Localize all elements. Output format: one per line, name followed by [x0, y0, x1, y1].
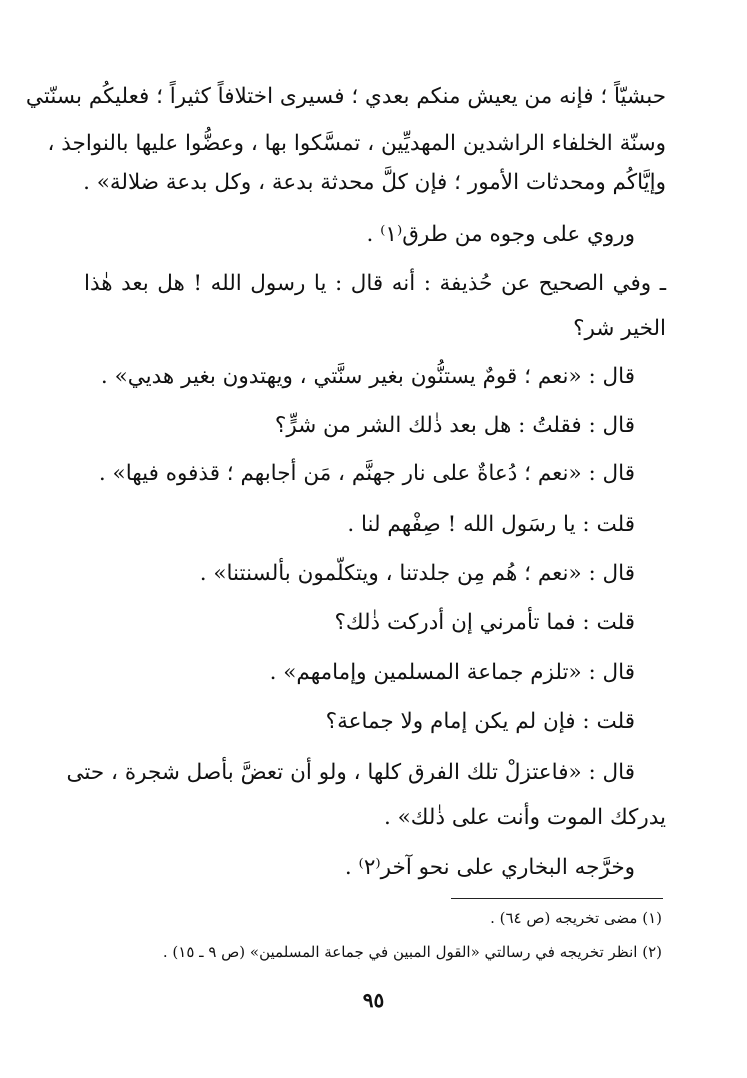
- body-line-9: قال : «نعم ؛ دُعاةٌ على نار جهنَّم ، مَن أجابهم ؛ قذفوه فيها» .: [98, 461, 635, 486]
- body-line-8: قال : فقلتُ : هل بعد ذٰلك الشر من شرٍّ؟: [274, 413, 635, 438]
- body-line-15: قال : «فاعتزلْ تلك الفرق كلها ، ولو أن تعضَّ بأصل شجرة ، حتى: [66, 760, 635, 785]
- footnote-1: (١) مضى تخريجه (ص ٦٤) .: [490, 909, 662, 927]
- body-line-7: قال : «نعم ؛ قومٌ يستنُّون بغير سنَّتي ، ويهتدون بغير هديي» .: [100, 364, 635, 389]
- body-line-6: الخير شر؟: [573, 316, 666, 341]
- body-line-12: قلت : فما تأمرني إن أدركت ذٰلك؟: [334, 610, 635, 635]
- footnote-2: (٢) انظر تخريجه في رسالتي «القول المبين في جماعة المسلمين» (ص ٩ ـ ١٥) .: [162, 943, 662, 961]
- body-line-10: قلت : يا رسَول الله ! صِفْهم لنا .: [347, 512, 635, 537]
- body-line-17: وخرَّجه البخاري على نحو آخر⁽٢⁾ .: [344, 855, 635, 880]
- body-line-14: قلت : فإن لم يكن إمام ولا جماعة؟: [325, 709, 635, 734]
- body-line-3: وإيَّاكُم ومحدثات الأمور ؛ فإن كلَّ محدثة بدعة ، وكل بدعة ضلالة» .: [83, 170, 666, 195]
- body-line-13: قال : «تلزم جماعة المسلمين وإمامهم» .: [269, 660, 635, 685]
- footnote-separator: [451, 898, 663, 899]
- body-line-2: وسنّة الخلفاء الراشدين المهديِّين ، تمسَّكوا بها ، وعضُّوا عليها بالنواجذ ،: [47, 131, 666, 156]
- body-line-1: حبشيّاً ؛ فإنه من يعيش منكم بعدي ؛ فسيرى اختلافاً كثيراً ؛ فعليكُم بسنّتي: [25, 84, 666, 109]
- body-line-4: وروي على وجوه من طرق⁽١⁾ .: [366, 222, 635, 247]
- body-line-16: يدركك الموت وأنت على ذٰلك» .: [383, 805, 666, 830]
- page-number: ٩٥: [362, 988, 385, 1012]
- body-line-11: قال : «نعم ؛ هُم مِن جلدتنا ، ويتكلّمون بألسنتنا» .: [199, 561, 635, 586]
- body-line-5: ـ وفي الصحيح عن حُذيفة : أنه قال : يا رسول الله ! هل بعد هٰذا: [84, 271, 666, 296]
